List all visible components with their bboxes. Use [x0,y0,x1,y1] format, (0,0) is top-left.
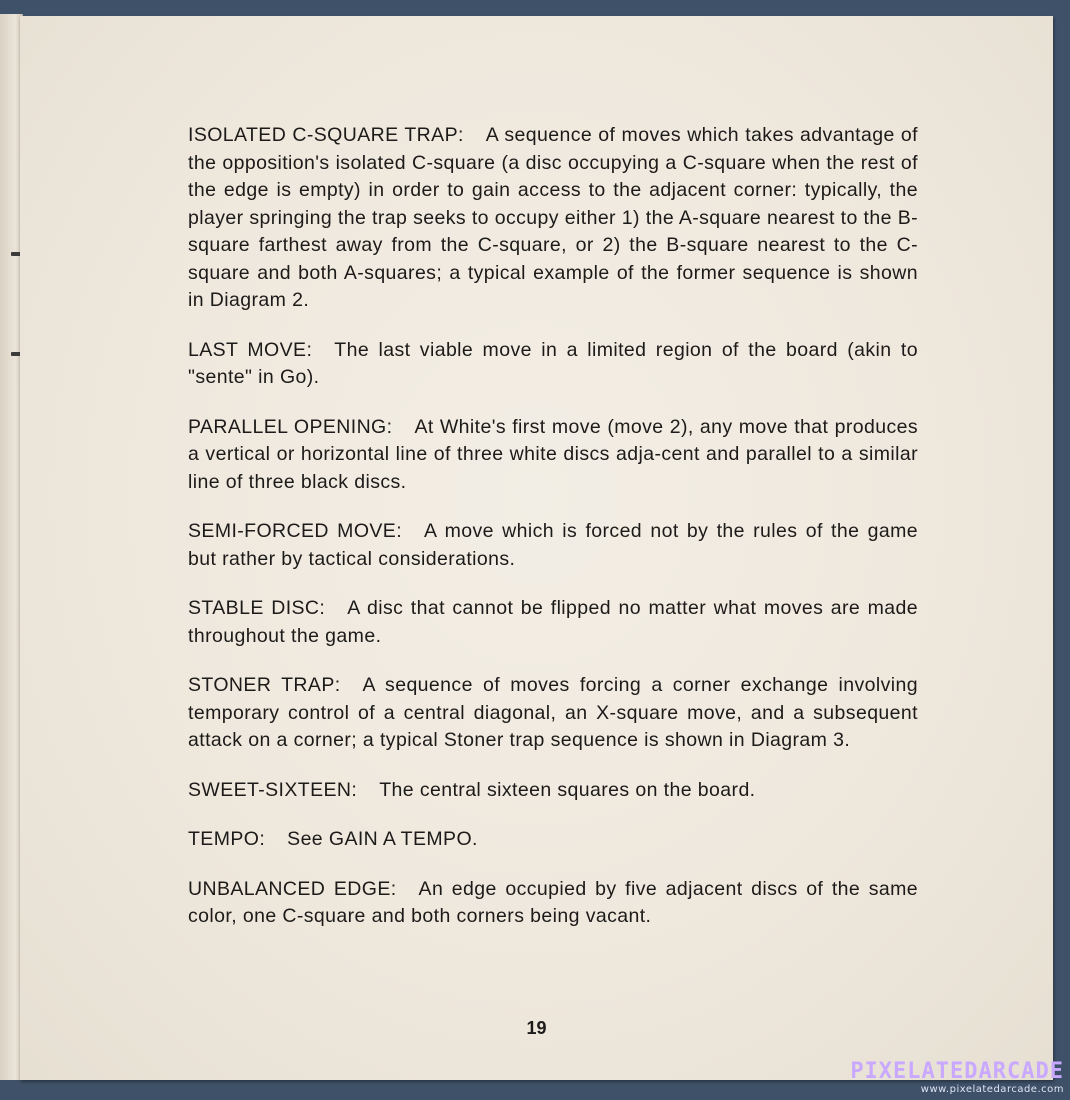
page-number: 19 [526,1018,547,1038]
glossary-entry-parallel-opening [188,414,918,497]
glossary-term: LAST MOVE: [188,338,313,361]
glossary-entry-unbalanced-edge [188,876,918,931]
glossary-term: PARALLEL OPENING: [188,415,393,438]
glossary-definition: A sequence of moves forcing a corner exchange involving temporary control of a central diagonal, an X-square move, and a subsequent attack on a corner; a typical Stoner trap sequence is shown in Diagram 3. [188,674,918,751]
glossary-term: STONER TRAP: [188,674,341,696]
glossary-term: STABLE DISC: [188,597,326,619]
glossary-definition: The central sixteen squares on the board. [379,778,756,801]
glossary-entry-last-move [188,337,918,392]
watermark [850,1060,1064,1096]
glossary-entry-stable-disc [188,595,918,650]
glossary-term: SWEET-SIXTEEN: [188,778,358,801]
glossary-definition: An edge occupied by five adjacent discs of the same color, one C-square and both corners being vacant. [188,877,919,927]
glossary-term: SEMI-FORCED MOVE: [188,520,403,542]
glossary-term: UNBALANCED EDGE: [188,877,397,900]
glossary-definition: The last viable move in a limited region of the board (akin to "sente" in Go). [188,338,918,388]
glossary-definition: A sequence of moves which takes advantage of the opposition's isolated C-square (a disc occupying a C-square when the rest of the edge is empty) in order to gain access to the adjacent corner: typically, the player springing the trap seeks to occupy either 1) the A-square nearest to the B-square farthest away from the C-square, or 2) the B-square nearest to the C-square and both A-squares; a typical example of the former sequence is shown in Diagram 2. [188,124,918,311]
glossary-entry-tempo [188,826,918,854]
glossary-entry-sweet-sixteen [188,777,918,805]
glossary-definition: A move which is forced not by the rules of the game but rather by tactical considerations. [188,520,918,570]
manual-page [20,16,1053,1080]
glossary-definition: A disc that cannot be flipped no matter what moves are made throughout the game. [188,597,918,647]
glossary-term: ISOLATED C-SQUARE TRAP: [188,124,464,146]
watermark-logo: PIXELATEDARCADE [850,1059,1064,1084]
glossary-list [188,122,918,931]
glossary-definition: At White's first move (move 2), any move that produces a vertical or horizontal line of three white discs adja-cent and parallel to a similar line of three black discs. [188,415,918,493]
glossary-term: TEMPO: [188,828,266,850]
watermark-url: www.pixelatedarcade.com [920,1084,1064,1095]
glossary-entry-stoner-trap [188,672,918,755]
glossary-entry-isolated-c-square-trap [188,122,918,315]
glossary-definition: See GAIN A TEMPO. [287,828,478,850]
glossary-entry-semi-forced-move [188,518,918,573]
